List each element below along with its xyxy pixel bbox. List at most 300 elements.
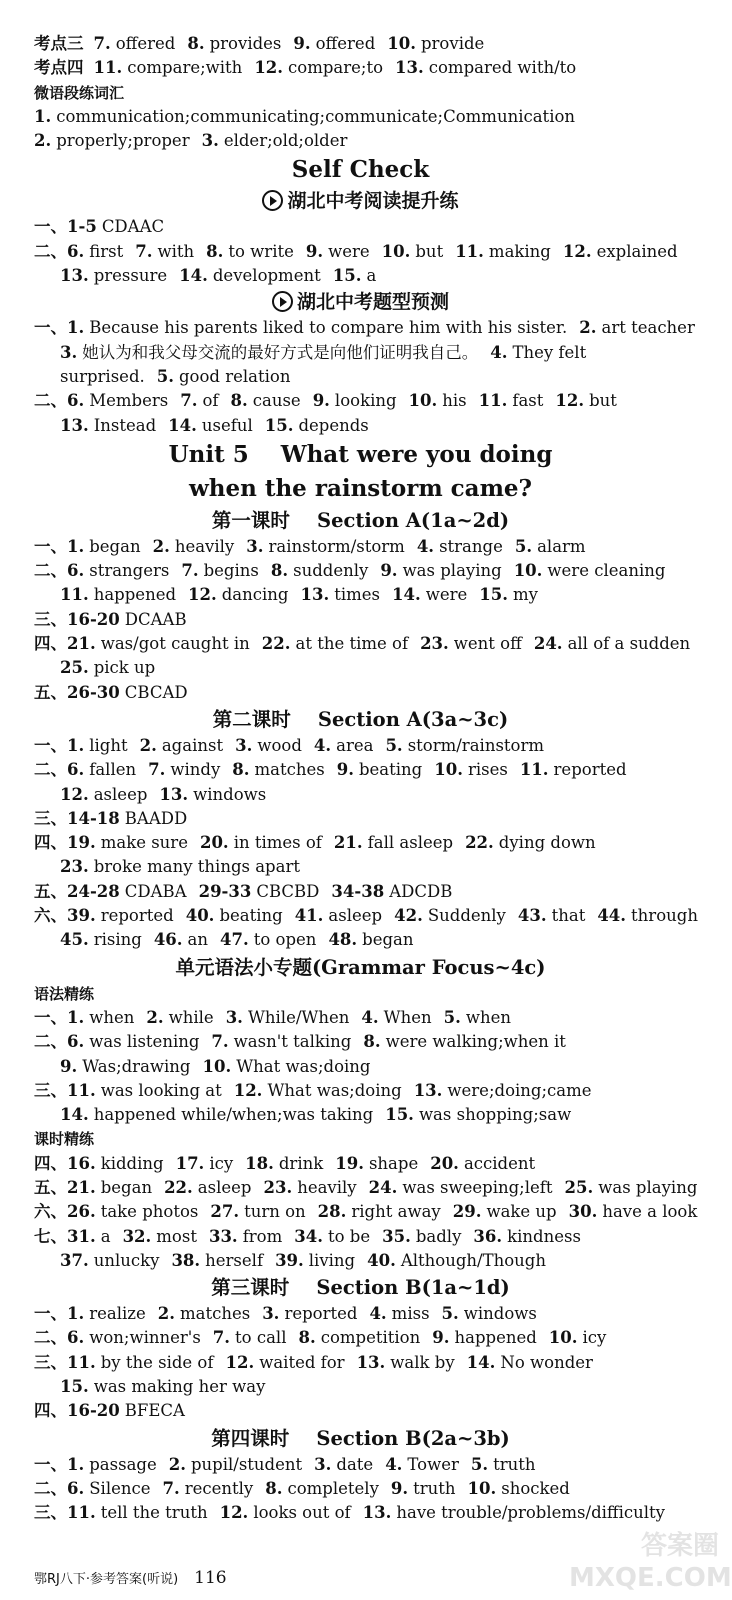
answer-text: to be — [327, 1226, 371, 1246]
triangle-icon — [280, 297, 287, 307]
section-label: 一、 — [34, 217, 67, 237]
section-label: 一、 — [34, 735, 67, 755]
question-number: 11. — [67, 1352, 96, 1372]
answer-text: miss — [391, 1304, 430, 1324]
section-label: 一、 — [34, 1007, 67, 1027]
answer-text: shocked — [501, 1478, 570, 1498]
question-number: 7. — [148, 760, 166, 780]
section-label: 三、 — [34, 609, 67, 629]
play-circle-icon — [262, 190, 283, 211]
answer-text: broke many things apart — [93, 857, 300, 877]
question-number: 21. — [67, 634, 96, 654]
question-number: 5. — [470, 1454, 489, 1474]
page-number: 116 — [194, 1568, 227, 1588]
answer-text: was/got caught in — [100, 634, 250, 654]
answer-text: windows — [193, 784, 267, 804]
question-number: 35. — [382, 1226, 411, 1246]
answer-text: strange — [439, 536, 503, 556]
answer-text: dying down — [498, 833, 596, 853]
answer-text: reported — [100, 906, 174, 926]
question-number: 1-5 — [67, 217, 97, 237]
answer-text: No wonder — [500, 1352, 593, 1372]
answer-text: was listening — [89, 1032, 200, 1052]
question-number: 26. — [67, 1202, 96, 1222]
question-number: 13. — [159, 784, 189, 804]
answer-line — [34, 389, 687, 413]
answer-line — [34, 855, 687, 879]
question-number: 6. — [67, 391, 85, 411]
answer-line — [34, 414, 687, 438]
answer-text: CDAAC — [101, 217, 165, 237]
answer-text: matches — [254, 760, 325, 780]
answer-text: DCAAB — [124, 609, 187, 629]
question-number: 3. — [201, 131, 219, 151]
answer-text: date — [336, 1454, 374, 1474]
answer-text: useful — [201, 415, 253, 435]
answer-text: make sure — [100, 833, 188, 853]
question-number: 38. — [171, 1250, 201, 1270]
answer-text: kidding — [100, 1153, 164, 1173]
answer-text: were;doing;came — [447, 1080, 592, 1100]
question-number: 19. — [67, 833, 96, 853]
question-number: 26-30 — [67, 682, 120, 702]
answer-line — [34, 1176, 698, 1200]
question-number: 11. — [93, 58, 123, 78]
question-number: 2. — [146, 1007, 164, 1027]
section-title: 第一课时 Section A(1a~2d) — [211, 508, 510, 532]
section-label: 二、 — [34, 1328, 67, 1348]
answer-text: shape — [368, 1153, 419, 1173]
question-number: 21. — [333, 833, 363, 853]
answer-line — [34, 264, 687, 288]
answer-text: area — [336, 735, 374, 755]
question-number: 9. — [380, 561, 398, 581]
question-number: 5. — [514, 536, 533, 556]
answer-text: my — [512, 585, 538, 605]
question-number: 27. — [210, 1202, 240, 1222]
unit-title: when the rainstorm came? — [188, 474, 533, 502]
question-number: 23. — [263, 1177, 293, 1197]
answer-text: in times of — [233, 833, 322, 853]
question-number: 13. — [362, 1503, 392, 1523]
answer-line — [34, 807, 687, 831]
answer-text: have a look — [602, 1202, 698, 1222]
answer-text: While/When — [247, 1007, 350, 1027]
answer-line — [34, 656, 687, 680]
question-number: 23. — [420, 634, 449, 654]
answer-line — [34, 105, 687, 129]
question-number: 2. — [168, 1454, 186, 1474]
answer-text: happened while/when;was taking — [93, 1105, 374, 1125]
question-number: 1. — [67, 735, 85, 755]
question-number: 3. — [235, 735, 253, 755]
section-title: 第二课时 Section A(3a~3c) — [212, 707, 509, 731]
question-number: 41. — [294, 906, 324, 926]
section-title: 第四课时 Section B(2a~3b) — [211, 1426, 510, 1450]
answer-text: competition — [320, 1328, 421, 1348]
question-number: 13. — [300, 585, 330, 605]
question-number: 2. — [34, 131, 52, 151]
answer-text: truth — [493, 1454, 536, 1474]
watermark-logo — [569, 1530, 732, 1600]
question-number: 22. — [465, 833, 494, 853]
answer-text: storm/rainstorm — [407, 735, 545, 755]
answer-text: CBCAD — [124, 682, 188, 702]
question-number: 2. — [579, 318, 597, 338]
question-number: 13. — [395, 58, 424, 78]
answer-text: were cleaning — [547, 561, 666, 581]
question-number: 22. — [164, 1177, 193, 1197]
section-label: 三、 — [34, 1352, 67, 1372]
answer-text: What was;doing — [236, 1056, 371, 1076]
section-label: 考点三 — [34, 34, 84, 53]
question-number: 9. — [312, 391, 330, 411]
question-number: 8. — [270, 561, 289, 581]
question-number: 12. — [562, 241, 592, 261]
question-number: 9. — [432, 1328, 450, 1348]
question-number: 12. — [219, 1503, 249, 1523]
unit-title: Unit 5 What were you doing — [168, 440, 553, 468]
section-label: 三、 — [34, 1503, 67, 1523]
answer-text: a — [100, 1226, 111, 1246]
answer-text: good relation — [178, 366, 291, 386]
question-number: 14-18 — [67, 808, 120, 828]
question-number: 2. — [152, 536, 170, 556]
question-number: 32. — [122, 1226, 152, 1246]
answer-text: herself — [205, 1250, 264, 1270]
question-number: 11. — [478, 391, 508, 411]
section-label: 一、 — [34, 1304, 67, 1324]
section-label: 五、 — [34, 881, 67, 901]
question-number: 6. — [67, 241, 85, 261]
question-number: 24. — [533, 634, 563, 654]
question-number: 24-28 — [67, 881, 120, 901]
answer-text: surprised. — [60, 366, 145, 386]
section-label: 六、 — [34, 906, 67, 926]
answer-text: an — [187, 930, 209, 950]
answer-line — [34, 1006, 687, 1030]
answer-line — [34, 1453, 687, 1477]
question-number: 2. — [139, 735, 157, 755]
answer-line — [34, 1055, 687, 1079]
question-number: 29-33 — [198, 881, 252, 901]
question-number: 29. — [452, 1202, 482, 1222]
answer-line — [34, 632, 691, 656]
answer-text: turn on — [244, 1202, 306, 1222]
section-label: 二、 — [34, 391, 67, 411]
answer-text: strangers — [89, 561, 170, 581]
question-number: 12. — [225, 1352, 255, 1372]
question-number: 19. — [335, 1153, 364, 1173]
question-number: 4. — [313, 735, 332, 755]
section-label: 七、 — [34, 1226, 67, 1246]
question-number: 10. — [434, 760, 463, 780]
answer-text: CDABA — [124, 881, 187, 901]
answer-line — [34, 559, 687, 583]
subsection-title: 课时精练 — [34, 1130, 95, 1149]
answer-text: wood — [257, 735, 302, 755]
section-label: 二、 — [34, 1478, 67, 1498]
question-number: 15. — [264, 415, 294, 435]
answer-text: was sweeping;left — [402, 1177, 553, 1197]
question-number: 10. — [387, 34, 416, 53]
question-number: 24. — [368, 1177, 398, 1197]
question-number: 9. — [60, 1056, 78, 1076]
answer-text: offered — [115, 34, 176, 53]
answer-text: Silence — [89, 1478, 151, 1498]
watermark-line2: MXQE.COM — [569, 1563, 732, 1593]
answer-text: through — [631, 906, 698, 926]
question-number: 47. — [220, 930, 249, 950]
answer-text: was looking at — [100, 1080, 222, 1100]
answer-text: alarm — [537, 536, 586, 556]
question-number: 13. — [413, 1080, 443, 1100]
answer-text: was playing — [598, 1177, 698, 1197]
answer-line — [34, 1375, 687, 1399]
answer-text: to call — [235, 1328, 287, 1348]
answer-text: icy — [582, 1328, 607, 1348]
answer-line — [34, 758, 687, 782]
answer-text: beating — [219, 906, 283, 926]
answer-text: BAADD — [124, 808, 188, 828]
question-number: 4. — [385, 1454, 403, 1474]
question-number: 5. — [156, 366, 174, 386]
answer-text: art teacher — [601, 318, 695, 338]
answer-line — [34, 1030, 687, 1054]
question-number: 42. — [394, 906, 423, 926]
question-number: 14. — [168, 415, 197, 435]
section-label: 二、 — [34, 760, 67, 780]
answer-text: recently — [184, 1478, 254, 1498]
answer-line — [34, 1200, 698, 1224]
question-number: 3. — [262, 1304, 280, 1324]
question-number: 13. — [60, 266, 89, 286]
answer-text: asleep — [197, 1177, 252, 1197]
answer-text: at the time of — [295, 634, 409, 654]
question-number: 14. — [179, 266, 208, 286]
answer-line — [34, 1351, 687, 1375]
answer-line — [34, 215, 687, 239]
question-number: 12. — [555, 391, 585, 411]
answer-text: begins — [203, 561, 259, 581]
answer-text: making — [488, 241, 551, 261]
practice-heading-text: 湖北中考题型预测 — [296, 291, 449, 314]
answer-text: Suddenly — [427, 906, 506, 926]
question-number: 11. — [67, 1503, 96, 1523]
question-number: 15. — [60, 1377, 89, 1397]
answer-text: pressure — [93, 266, 168, 286]
answer-line — [34, 129, 687, 153]
answer-text: badly — [415, 1226, 462, 1246]
answer-text: compare;with — [127, 58, 243, 78]
answer-text: What was;doing — [267, 1080, 402, 1100]
question-number: 3. — [225, 1007, 243, 1027]
answer-line — [34, 535, 687, 559]
answer-line — [34, 1326, 687, 1350]
answer-text: compared with/to — [428, 58, 577, 78]
question-number: 6. — [67, 760, 85, 780]
section-label: 四、 — [34, 634, 67, 654]
page-footer — [34, 1568, 227, 1588]
answer-line — [34, 1399, 687, 1423]
answer-text: ADCDB — [389, 881, 453, 901]
answer-text: pick up — [93, 658, 156, 678]
answer-line — [34, 1477, 687, 1501]
answer-line — [34, 1225, 687, 1249]
answer-text: beating — [358, 760, 423, 780]
question-number: 13. — [60, 415, 89, 435]
answer-text: elder;old;older — [223, 131, 348, 151]
answer-text: suddenly — [293, 561, 369, 581]
question-number: 18. — [245, 1153, 274, 1173]
question-number: 8. — [363, 1032, 381, 1052]
answer-text: heavily — [297, 1177, 357, 1197]
question-number: 36. — [473, 1226, 503, 1246]
answer-text: waited for — [259, 1352, 345, 1372]
question-number: 11. — [67, 1080, 96, 1100]
question-number: 45. — [60, 930, 89, 950]
answer-text: began — [362, 930, 414, 950]
question-number: 4. — [416, 536, 435, 556]
answer-text: most — [156, 1226, 197, 1246]
answer-text: BFECA — [124, 1401, 185, 1421]
answer-text: Because his parents liked to compare him with his sister. — [89, 318, 568, 338]
question-number: 5. — [441, 1304, 459, 1324]
question-number: 7. — [181, 561, 199, 581]
answer-line — [34, 56, 687, 80]
question-number: 17. — [175, 1153, 205, 1173]
question-number: 3. — [246, 536, 264, 556]
answer-text: development — [212, 266, 321, 286]
question-number: 16-20 — [67, 1401, 120, 1421]
practice-heading — [34, 187, 687, 215]
question-number: 13. — [356, 1352, 386, 1372]
question-number: 44. — [597, 906, 627, 926]
answer-text: realize — [89, 1304, 146, 1324]
question-number: 8. — [187, 34, 205, 53]
answer-text: Members — [89, 391, 169, 411]
question-number: 12. — [188, 585, 217, 605]
answer-text: right away — [351, 1202, 441, 1222]
answer-text: was making her way — [93, 1377, 266, 1397]
answer-text: windy — [170, 760, 221, 780]
question-number: 3. — [60, 342, 78, 362]
answer-text: won;winner's — [89, 1328, 201, 1348]
question-number: 14. — [60, 1105, 89, 1125]
answer-line — [34, 681, 687, 705]
question-number: 21. — [67, 1177, 96, 1197]
question-number: 7. — [162, 1478, 180, 1498]
answer-text: cause — [252, 391, 301, 411]
question-number: 16-20 — [67, 609, 120, 629]
answer-text: provides — [209, 34, 282, 53]
answer-text: happened — [93, 585, 177, 605]
question-number: 40. — [367, 1250, 396, 1270]
answer-text: take photos — [100, 1202, 199, 1222]
question-number: 8. — [298, 1328, 316, 1348]
question-number: 15. — [385, 1105, 414, 1125]
answer-line — [34, 365, 687, 389]
answer-text: wasn't talking — [233, 1032, 352, 1052]
section-label: 四、 — [34, 833, 67, 853]
question-number: 12. — [254, 58, 284, 78]
answer-text: rising — [93, 930, 142, 950]
question-number: 12. — [60, 784, 89, 804]
answer-text: completely — [287, 1478, 379, 1498]
answer-text: When — [383, 1007, 432, 1027]
answer-line — [34, 831, 687, 855]
answer-line — [34, 240, 687, 264]
answer-line — [34, 316, 695, 340]
question-number: 9. — [336, 760, 354, 780]
answer-text: fallen — [89, 760, 137, 780]
answer-text: when — [89, 1007, 135, 1027]
answer-text: drink — [278, 1153, 324, 1173]
question-number: 4. — [490, 342, 508, 362]
question-number: 7. — [135, 241, 153, 261]
question-number: 16. — [67, 1153, 96, 1173]
answer-text: but — [415, 241, 444, 261]
answer-text: heavily — [174, 536, 235, 556]
answer-line — [34, 783, 687, 807]
question-number: 10. — [548, 1328, 578, 1348]
question-number: 10. — [381, 241, 411, 261]
answer-text: matches — [179, 1304, 251, 1324]
question-number: 11. — [455, 241, 484, 261]
question-number: 40. — [185, 906, 215, 926]
answer-line — [34, 904, 698, 928]
section-label: 六、 — [34, 1202, 67, 1222]
section-label: 一、 — [34, 1454, 67, 1474]
answer-text: Although/Though — [400, 1250, 546, 1270]
answer-text: icy — [209, 1153, 234, 1173]
answer-text: his — [442, 391, 467, 411]
question-number: 9. — [390, 1478, 409, 1498]
answer-text: was playing — [402, 561, 502, 581]
question-number: 1. — [67, 318, 85, 338]
section-label: 一、 — [34, 536, 67, 556]
answer-line — [34, 1103, 687, 1127]
answer-text: when — [465, 1007, 511, 1027]
answer-text: all of a sudden — [567, 634, 691, 654]
answer-text: CBCBD — [256, 881, 320, 901]
watermark-line1: 答案圈 — [640, 1531, 719, 1561]
answer-text: rainstorm/storm — [268, 536, 405, 556]
question-number: 1. — [67, 536, 85, 556]
question-number: 15. — [332, 266, 362, 286]
question-number: 4. — [361, 1007, 379, 1027]
question-number: 10. — [467, 1478, 497, 1498]
section-label: 二、 — [34, 561, 67, 581]
question-number: 33. — [208, 1226, 238, 1246]
answer-line — [34, 341, 687, 365]
section-label: 三、 — [34, 808, 67, 828]
question-number: 9. — [293, 34, 311, 53]
play-circle-icon — [272, 291, 293, 312]
answer-text: by the side of — [100, 1352, 214, 1372]
answer-text: were walking;when it — [385, 1032, 566, 1052]
answer-text: to open — [253, 930, 317, 950]
answer-line — [34, 608, 687, 632]
question-number: 14. — [466, 1352, 496, 1372]
question-number: 6. — [67, 561, 85, 581]
question-number: 8. — [206, 241, 224, 261]
answer-text: properly;proper — [56, 131, 190, 151]
answer-text: Tower — [407, 1454, 459, 1474]
subsection-title: 语法精练 — [34, 984, 95, 1003]
section-label: 考点四 — [34, 58, 84, 78]
question-number: 8. — [265, 1478, 283, 1498]
